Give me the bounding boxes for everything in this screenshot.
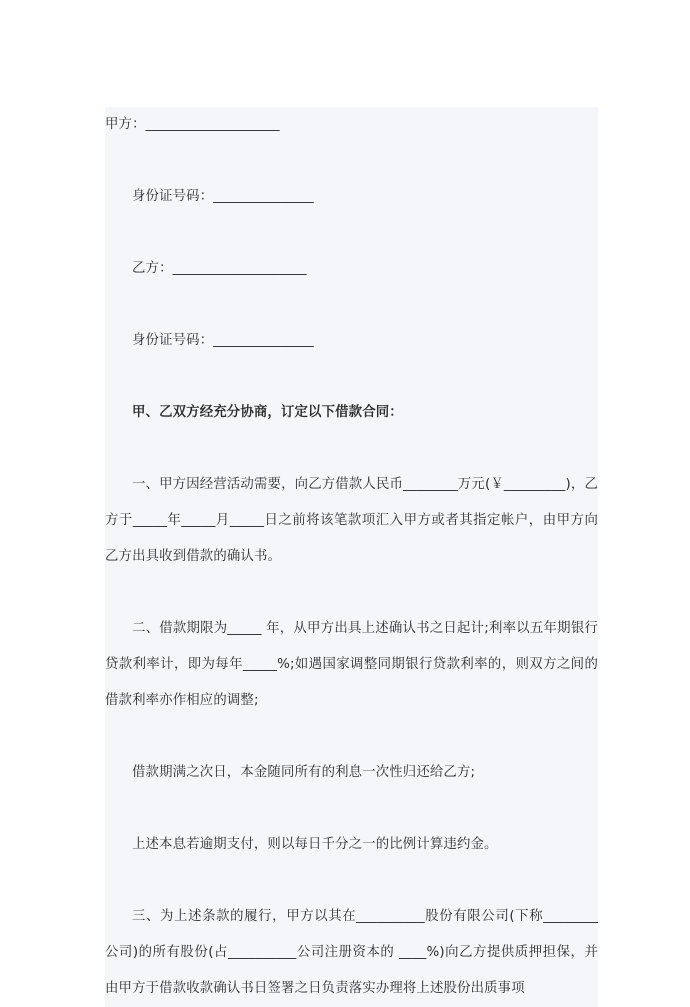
line-spacer	[105, 863, 598, 899]
party-label: 身份证号码：	[132, 333, 214, 348]
line-spacer	[105, 287, 598, 323]
party-label: 身份证号码：	[132, 189, 214, 204]
party-line-yifang	[105, 251, 598, 287]
party-blank[interactable]: ____________________	[145, 117, 280, 132]
line-spacer	[105, 143, 598, 179]
contract-heading: 甲、乙双方经充分协商，订定以下借款合同：	[132, 405, 403, 420]
clause-paragraph-2: 二、借款期限为_____ 年，从甲方出具上述确认书之日起计;利率以五年期银行贷款利率计，即为每年_____%;如遇国家调整同期银行贷款利率的，则双方之间的借款利率亦作相应的调整;	[105, 621, 598, 708]
line-spacer	[105, 791, 598, 827]
party-blank[interactable]: _______________	[213, 333, 314, 348]
party-blank[interactable]: _______________	[213, 189, 314, 204]
clause-paragraph-2-sub-1: 借款期满之次日，本金随同所有的利息一次性归还给乙方;	[132, 765, 476, 780]
party-blank[interactable]: ____________________	[172, 261, 307, 276]
party-line-jiafang-id	[105, 179, 598, 215]
party-line-jiafang	[105, 107, 598, 143]
line-spacer	[105, 431, 598, 467]
clause-paragraph-1: 一、甲方因经营活动需要，向乙方借款人民币________万元(￥_________)，乙方于_____年_____月_____日之前将该笔款项汇入甲方或者其指定帐户，由甲方向乙方出具收到借款的确认书。	[105, 477, 598, 564]
document-content-block	[105, 107, 598, 1007]
party-label: 乙方：	[132, 261, 173, 276]
line-spacer	[105, 359, 598, 395]
party-label: 甲方：	[105, 117, 146, 132]
clause-paragraph-2-sub-2: 上述本息若逾期支付，则以每日千分之一的比例计算违约金。	[132, 837, 498, 852]
party-line-yifang-id	[105, 323, 598, 359]
clause-paragraph-3: 三、为上述条款的履行，甲方以其在__________股份有限公司(下称________公司)的所有股份(占__________公司注册资本的 ____%)向乙方提供质押担保，并由甲方于借款收款确认书日签署之日负责落实办理将上述股份出质事项	[105, 909, 598, 996]
line-spacer	[105, 719, 598, 755]
line-spacer	[105, 575, 598, 611]
line-spacer	[105, 215, 598, 251]
